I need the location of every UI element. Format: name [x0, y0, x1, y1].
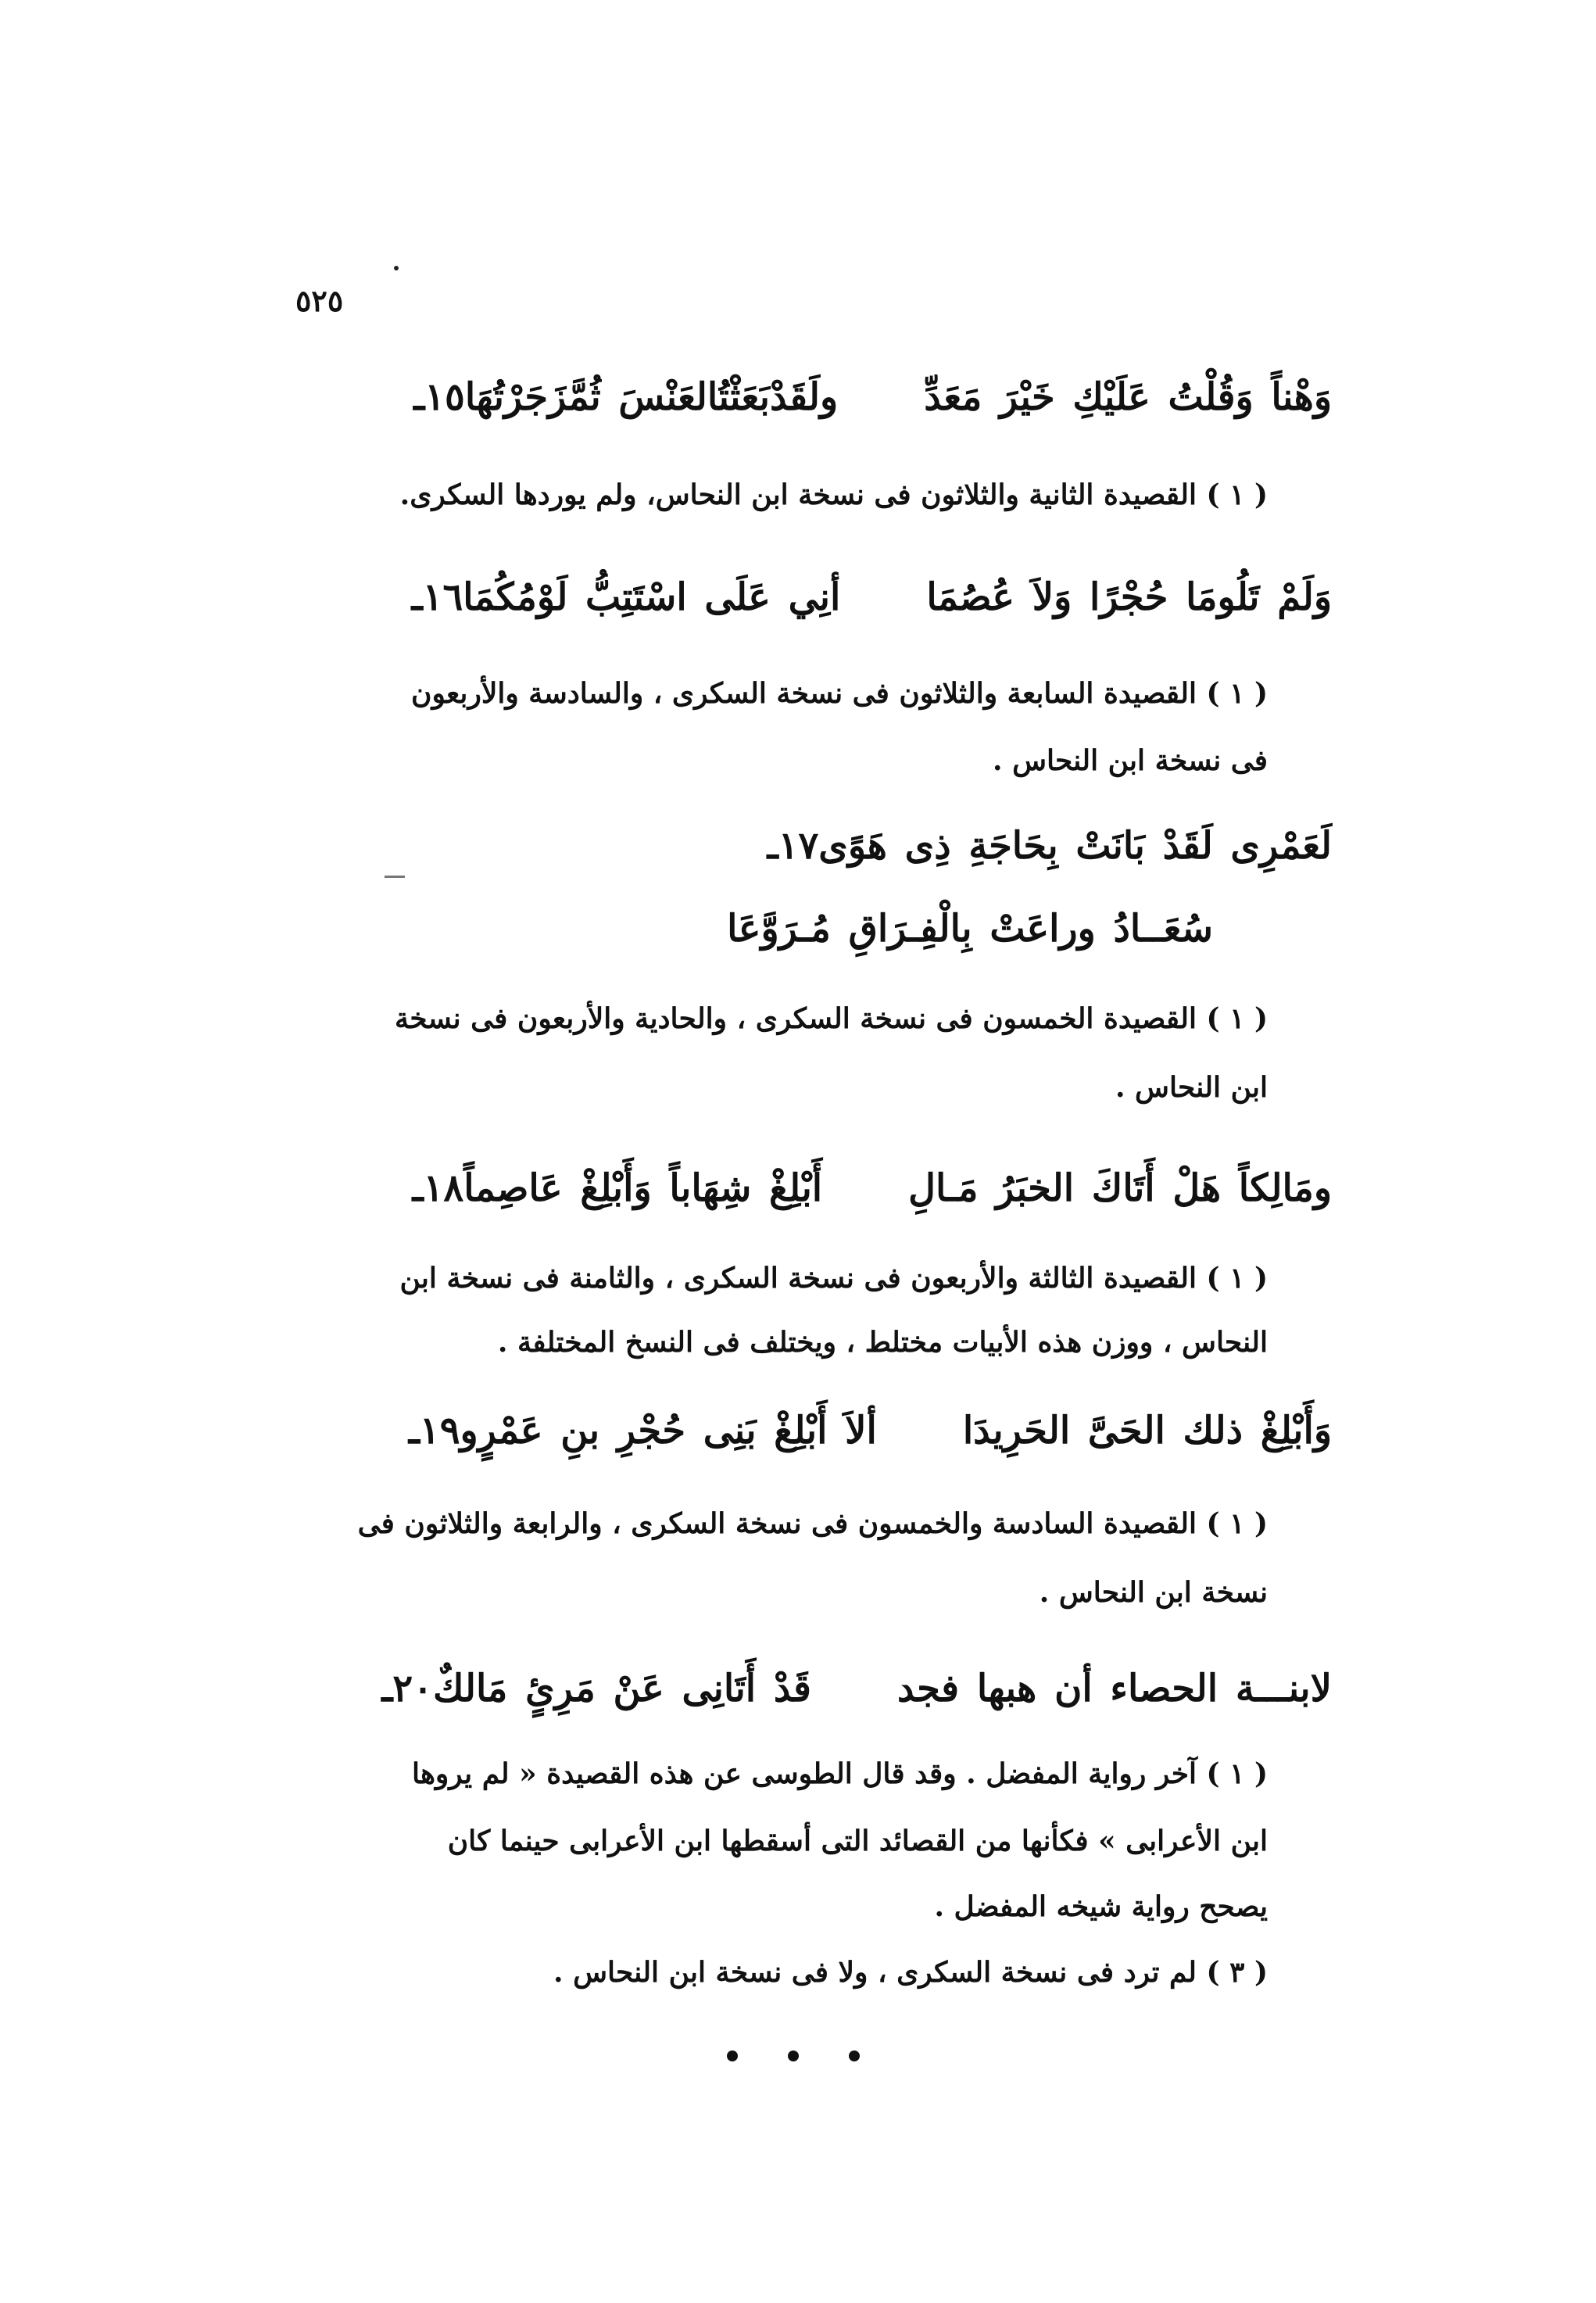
verse-18-first-hemistich: أَبْلِغْ شِهَاباً وَأَبْلِغْ عَاصِماً	[463, 1166, 823, 1210]
print-mark	[385, 876, 405, 878]
footnote-18-line-2: النحاس ، ووزن هذه الأبيات مختلط ، ويختلف فى النسخ المختلفة .	[497, 1326, 1268, 1359]
verse-15	[413, 375, 1332, 419]
separator-dot	[849, 2050, 860, 2061]
verse-20-second-hemistich: لابنـــة الحصاء أن هبها فجد	[896, 1667, 1332, 1710]
footnote-19-line-2: نسخة ابن النحاس .	[1039, 1576, 1268, 1609]
footnote-20-line-1: ( ١ ) آخر رواية المفضل . وقد قال الطوسى عن هذه القصيدة « لم يروها	[411, 1757, 1268, 1790]
verse-17-first-line	[768, 824, 1332, 868]
verse-15-second-hemistich: وَهْناً وَقُلْتُ عَلَيْكِ خَيْرَ مَعَدِّ	[924, 375, 1332, 419]
verse-19	[409, 1409, 1332, 1452]
verse-15-number: ١٥ـ	[413, 375, 465, 419]
footnote-18-line-1: ( ١ ) القصيدة الثالثة والأربعون فى نسخة السكرى ، والثامنة فى نسخة ابن	[399, 1262, 1268, 1295]
verse-20-number: ٢٠ـ	[381, 1667, 433, 1710]
footnote-20-line-2: ابن الأعرابى » فكأنها من القصائد التى أسقطها ابن الأعرابى حينما كان	[447, 1825, 1268, 1857]
separator-dot	[727, 2050, 738, 2061]
verse-17-number: ١٧ـ	[767, 824, 819, 868]
footnote-20-line-4: ( ٣ ) لم ترد فى نسخة السكرى ، ولا فى نسخة ابن النحاس .	[553, 1956, 1268, 1989]
verse-17-second-line	[727, 907, 1213, 951]
footnote-16-line-1: ( ١ ) القصيدة السابعة والثلاثون فى نسخة السكرى ، والسادسة والأربعون	[411, 677, 1268, 710]
verse-17-first-hemistich: لَعَمْرِى لَقَدْ بَانَتْ بِحَاجَةِ ذِى هَوًى	[818, 824, 1332, 868]
verse-16-second-hemistich: وَلَمْ تَلُومَا حُجْرًا وَلاَ عُصُمَا	[926, 575, 1332, 619]
verse-19-number: ١٩ـ	[408, 1409, 460, 1452]
verse-15-first-hemistich: ولَقَدْبَعَثْتُالعَنْسَ ثُمَّزَجَرْتُهَا	[464, 375, 839, 419]
verse-16	[412, 575, 1332, 619]
footnote-20-line-3: يصحح رواية شيخه المفضل .	[934, 1890, 1268, 1923]
verse-16-first-hemistich: أنِي عَلَى اسْتَتِبُّ لَوْمُكُمَا	[463, 575, 841, 619]
verse-20	[381, 1667, 1332, 1710]
section-separator	[727, 2047, 860, 2065]
footnote-17-line-2: ابن النحاس .	[1115, 1071, 1268, 1104]
footnote-15-line-1: ( ١ ) القصيدة الثانية والثلاثون فى نسخة ابن النحاس، ولم يوردها السكرى.	[399, 478, 1268, 511]
verse-18	[413, 1166, 1332, 1210]
verse-18-number: ١٨ـ	[412, 1166, 464, 1210]
verse-16-number: ١٦ـ	[411, 575, 463, 619]
verse-18-second-hemistich: ومَالِكاً هَلْ أَتَاكَ الخبَرُ مَـالِ	[908, 1166, 1332, 1210]
footnote-19-line-1: ( ١ ) القصيدة السادسة والخمسون فى نسخة السكرى ، والرابعة والثلاثون فى	[357, 1507, 1268, 1540]
print-speck	[394, 266, 399, 270]
verse-20-first-hemistich: قَدْ أَتَانِى عَنْ مَرِئٍ مَالكٌ	[432, 1667, 811, 1710]
footnote-17-line-1: ( ١ ) القصيدة الخمسون فى نسخة السكرى ، والحادية والأربعون فى نسخة	[394, 1002, 1268, 1035]
verse-19-second-hemistich: وَأَبْلِغْ ذلك الحَىَّ الحَرِيدَا	[962, 1409, 1332, 1452]
verse-17-second-hemistich: سُعَــادُ وراعَتْ بِالْفِـرَاقِ مُـرَوَّعَا	[727, 907, 1213, 951]
page-number: ٥٢٥	[295, 283, 344, 318]
verse-19-first-hemistich: ألاَ أَبْلِغْ بَنِى حُجْرِ بنِ عَمْرٍو	[460, 1409, 877, 1452]
footnote-16-line-2: فى نسخة ابن النحاس .	[993, 744, 1268, 777]
separator-dot	[788, 2050, 799, 2061]
